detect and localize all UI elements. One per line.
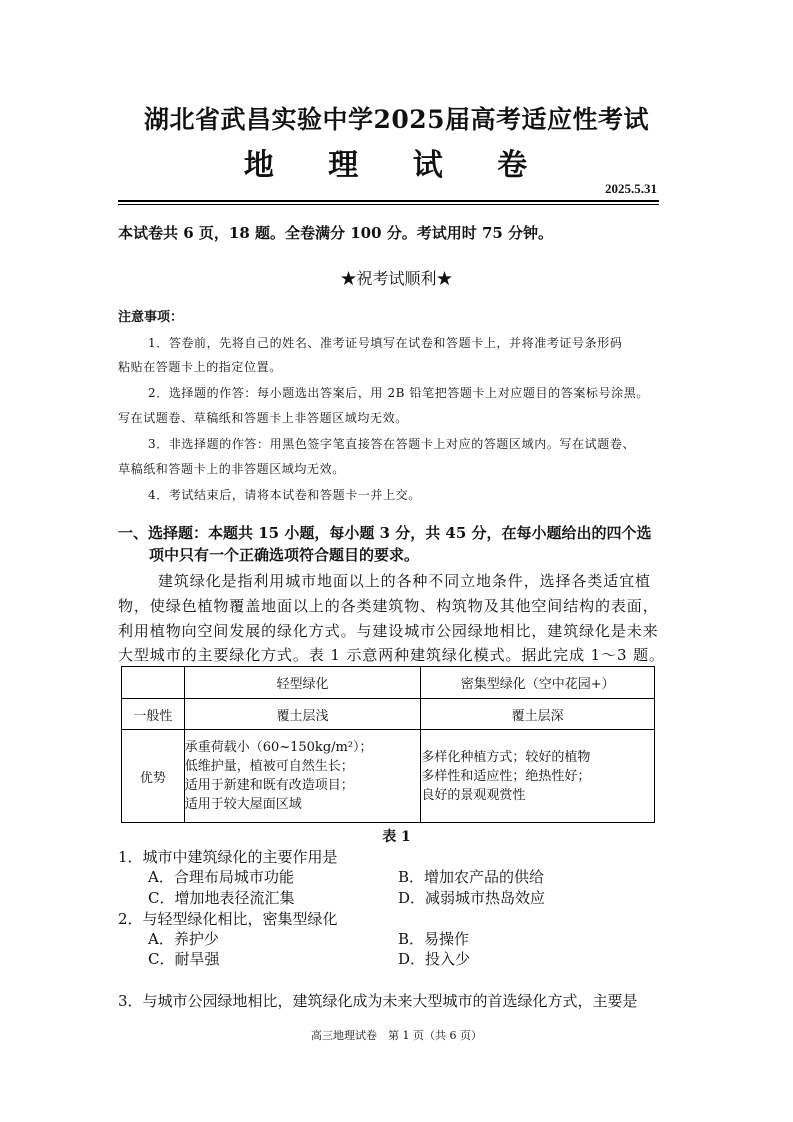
cell-dense-general: 覆土层深 bbox=[421, 699, 655, 730]
advantage-line: 多样性和适应性；绝热性好； bbox=[421, 768, 591, 784]
note-line: 写在试题卷、草稿纸和答题卡上非答题区域均无效。 bbox=[118, 411, 408, 425]
note-line: 2．选择题的作答：每小题选出答案后，用 2B 铅笔把答题卡上对应题目的答案标号涂黑。 bbox=[148, 386, 649, 400]
passage-line: 建筑绿化是指利用城市地面以上的各种不同立地条件，选择各类适宜植 bbox=[158, 572, 651, 590]
table-header-dense: 密集型绿化（空中花园+） bbox=[421, 667, 655, 699]
header-rule-thick bbox=[118, 200, 659, 202]
question-option: D．投入少 bbox=[398, 950, 471, 968]
question-stem: 1．城市中建筑绿化的主要作用是 bbox=[118, 848, 338, 866]
cell-light-general: 覆土层浅 bbox=[184, 699, 421, 730]
question-option: C．耐旱强 bbox=[148, 950, 220, 968]
question-option: B．易操作 bbox=[398, 930, 470, 948]
table-row bbox=[122, 730, 655, 823]
greening-modes-table bbox=[121, 666, 655, 823]
subject-title: 地 理 试 卷 bbox=[243, 148, 550, 183]
passage-line: 物，使绿色植物覆盖地面以上的各类建筑物、构筑物及其他空间结构的表面， bbox=[118, 597, 659, 615]
note-line: 1．答卷前，先将自己的姓名、准考证号填写在试卷和答题卡上，并将准考证号条形码 bbox=[148, 336, 623, 350]
table-caption: 表 1 bbox=[382, 829, 411, 845]
table-row bbox=[122, 699, 655, 730]
row-label-advantage: 优势 bbox=[122, 730, 185, 823]
question-option: B．增加农产品的供给 bbox=[398, 868, 545, 886]
advantage-line: 适用于新建和既有改造项目； bbox=[184, 778, 354, 793]
blessing: ★祝考试顺利★ bbox=[340, 269, 453, 288]
advantage-line: 承重荷载小（60~150kg/m²）； bbox=[184, 740, 373, 755]
table-header-cell bbox=[122, 667, 185, 699]
advantage-line: 良好的景观观赏性 bbox=[421, 787, 526, 803]
passage-line: 利用植物向空间发展的绿化方式。与建设城市公园绿地相比，建筑绿化是未来 bbox=[118, 622, 659, 640]
question-stem: 2．与轻型绿化相比，密集型绿化 bbox=[118, 910, 338, 928]
section-heading: 一、选择题：本题共 15 小题，每小题 3 分，共 45 分，在每小题给出的四个选 bbox=[118, 524, 652, 542]
question-option: C．增加地表径流汇集 bbox=[148, 889, 295, 907]
row-label-general: 一般性 bbox=[122, 699, 185, 730]
page-footer: 高三地理试卷 第 1 页（共 6 页） bbox=[311, 1029, 482, 1042]
table-header-light: 轻型绿化 bbox=[184, 667, 421, 699]
advantage-line: 多样化种植方式；较好的植物 bbox=[421, 749, 591, 765]
advantage-line: 低维护量，植被可自然生长； bbox=[184, 759, 354, 774]
cell-dense-advantage bbox=[421, 730, 655, 823]
note-line: 3．非选择题的作答：用黑色签字笔直接答在答题卡上对应的答题区域内。写在试题卷、 bbox=[148, 437, 636, 451]
question-option: D．减弱城市热岛效应 bbox=[398, 889, 546, 907]
question-stem: 3．与城市公园绿地相比，建筑绿化成为未来大型城市的首选绿化方式，主要是 bbox=[118, 992, 638, 1010]
exam-date: 2025.5.31 bbox=[605, 181, 657, 196]
cell-light-advantage bbox=[184, 730, 421, 823]
section-heading-cont: 项中只有一个正确选项符合题目的要求。 bbox=[149, 546, 420, 564]
exam-title: 湖北省武昌实验中学2025届高考适应性考试 bbox=[143, 105, 650, 134]
advantage-line: 适用于较大屋面区域 bbox=[184, 797, 302, 812]
header-rule-thin bbox=[118, 204, 659, 205]
note-line: 草稿纸和答题卡上的非答题区域均无效。 bbox=[118, 462, 345, 476]
notes-heading: 注意事项： bbox=[118, 310, 184, 325]
note-line: 4．考试结束后，请将本试卷和答题卡一并上交。 bbox=[148, 488, 421, 502]
question-option: A．养护少 bbox=[148, 930, 219, 948]
exam-info: 本试卷共 6 页，18 题。全卷满分 100 分。考试用时 75 分钟。 bbox=[118, 224, 554, 242]
question-option: A．合理布局城市功能 bbox=[148, 868, 294, 886]
table-header-row bbox=[122, 667, 655, 699]
passage-line: 大型城市的主要绿化方式。表 1 示意两种建筑绿化模式。据此完成 1～3 题。 bbox=[118, 646, 665, 664]
note-line: 粘贴在答题卡上的指定位置。 bbox=[118, 360, 282, 374]
